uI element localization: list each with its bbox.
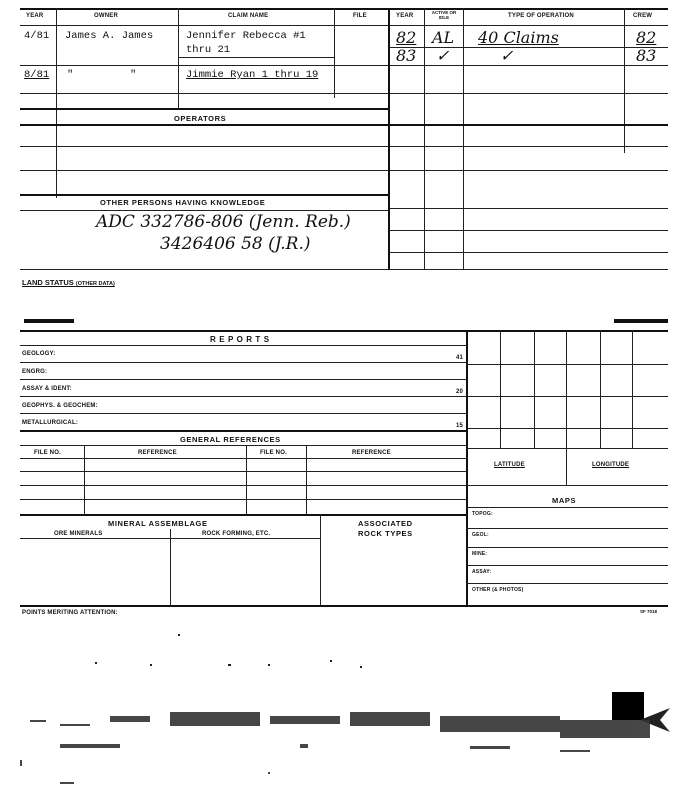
claim-name-line2: thru 21 [186,44,231,56]
owner-ditto-mark: " [67,69,74,81]
activity-crew: 83 [636,46,657,65]
ref-file-no: FILE NO. [34,450,61,456]
reports-title: R E P O R T S [210,335,270,344]
general-references-title: GENERAL REFERENCES [180,435,281,444]
header-year: YEAR [26,13,44,19]
activity-active: ✓ [436,46,450,65]
claim-year: 4/81 [24,30,50,42]
header-crew: CREW [633,13,653,19]
ref-file-no-2: FILE NO. [260,450,287,456]
header-owner: OWNER [94,13,118,19]
activity-year: 83 [396,46,417,65]
ore-minerals-label: ORE MINERALS [54,531,103,537]
header-claim-name: CLAIM NAME [228,13,269,19]
land-status-title: LAND STATUS [22,278,74,287]
points-meriting-label: POINTS MERITING ATTENTION: [22,610,118,616]
form-code: SF 7018 [640,609,658,614]
header-type-of-operation: TYPE OF OPERATION [508,13,574,19]
maps-mine: MINE: [472,551,488,557]
maps-geol: GEOL: [472,532,489,538]
maps-other: OTHER (& PHOTOS) [472,587,524,593]
header-file: FILE [353,13,367,19]
claim-name-line1: Jimmie Ryan 1 thru 19 [186,69,319,81]
reports-metallurgical-num: 15 [456,423,464,429]
ref-reference-2: REFERENCE [352,450,391,456]
owner-ditto-mark: " [130,69,137,81]
reports-geology-label: GEOLOGY: [22,351,56,357]
reports-assay-num: 20 [456,389,464,395]
other-persons-line1: ADC 332786-806 (Jenn. Reb.) [96,212,351,232]
header-year-2: YEAR [396,13,414,19]
rock-types-label: ROCK TYPES [358,529,413,538]
associated-label: ASSOCIATED [358,519,413,528]
rock-forming-label: ROCK FORMING, ETC. [202,531,271,537]
reports-metallurgical-label: METALLURGICAL: [22,420,79,426]
other-persons-label: OTHER PERSONS HAVING KNOWLEDGE [100,198,266,207]
mineral-assemblage-title: MINERAL ASSEMBLAGE [108,519,208,528]
ref-reference: REFERENCE [138,450,177,456]
scan-noise [0,620,678,800]
reports-geophys-label: GEOPHYS. & GEOCHEM: [22,403,98,409]
reports-assay-label: ASSAY & IDENT: [22,386,72,392]
claim-name-line1: Jennifer Rebecca #1 [186,30,306,42]
reports-geology-num: 41 [456,355,464,361]
longitude-label: LONGITUDE [592,462,630,468]
other-persons-line2: 3426406 58 (J.R.) [160,234,311,254]
activity-operation: 40 Claims [478,28,559,47]
claim-year: 8/81 [24,69,50,81]
maps-title: MAPS [552,496,577,505]
maps-assay: ASSAY: [472,569,492,575]
activity-year: 82 [396,28,417,47]
activity-operation: ✓ [500,46,514,65]
reports-engrg-label: ENGRG: [22,369,48,375]
maps-topog: TOPOG: [472,511,493,517]
land-status-label [22,278,115,287]
activity-crew: 82 [636,28,657,47]
activity-active: AL [432,28,455,47]
latitude-label: LATITUDE [494,462,525,468]
land-status-subtitle: (OTHER DATA) [75,281,115,287]
operators-label: OPERATORS [174,114,227,123]
claim-owner: James A. James [65,30,154,42]
header-active-or-idle: ACTIVE OR IDLE [431,10,457,20]
